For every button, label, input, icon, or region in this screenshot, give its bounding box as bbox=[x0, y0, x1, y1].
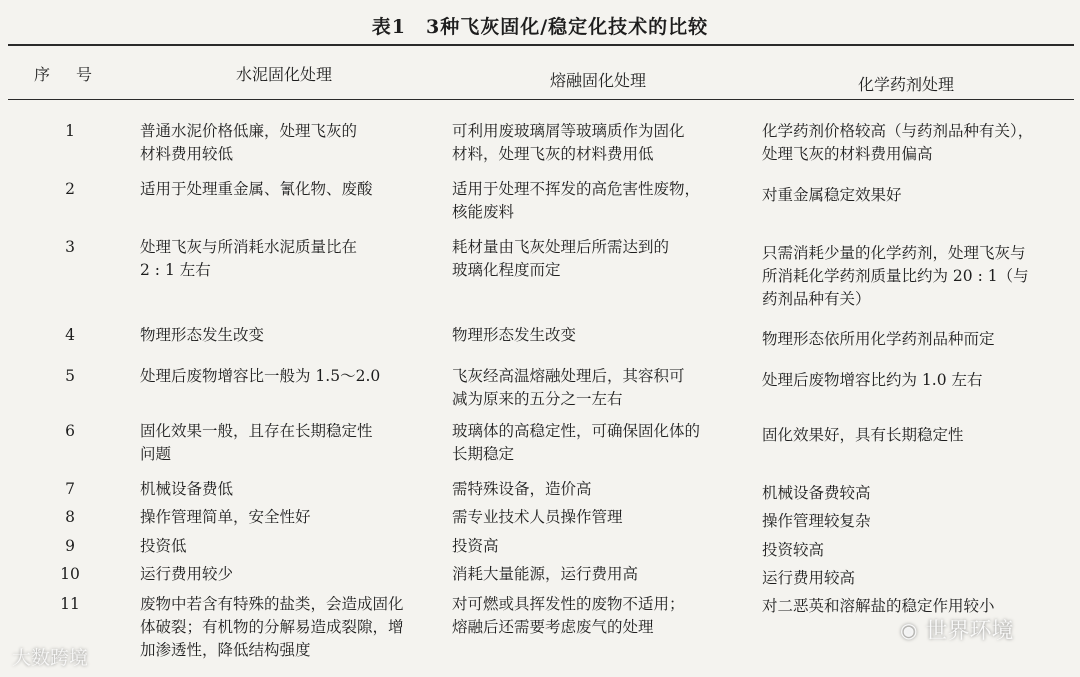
row-number: 7 bbox=[65, 480, 75, 498]
melting-cell: 投资高 bbox=[452, 537, 499, 555]
header-chemical: 化学药剂处理 bbox=[858, 75, 955, 94]
row-number: 10 bbox=[60, 565, 80, 583]
melting-cell: 需特殊设备，造价高 bbox=[452, 480, 592, 498]
chemical-cell: 固化效果好，具有长期稳定性 bbox=[762, 426, 964, 444]
wechat-icon: ◉ bbox=[900, 617, 918, 642]
melting-cell: 适用于处理不挥发的高危害性废物， 核能废料 bbox=[452, 180, 701, 221]
header-rule bbox=[8, 99, 1074, 100]
melting-cell: 耗材量由飞灰处理后所需达到的 玻璃化程度而定 bbox=[452, 238, 670, 279]
chemical-cell: 只需消耗少量的化学药剂，处理飞灰与 所消耗化学药剂质量比约为 20 : 1（与 药剂品种有关） bbox=[762, 244, 1029, 308]
chemical-cell: 运行费用较高 bbox=[762, 569, 856, 587]
melting-cell: 对可燃或具挥发性的废物不适用； 熔融后还需要考虑废气的处理 bbox=[452, 595, 685, 636]
row-number: 5 bbox=[65, 367, 75, 385]
cement-cell: 投资低 bbox=[140, 537, 187, 555]
cement-cell: 机械设备费低 bbox=[140, 480, 234, 498]
header-number: 序号 bbox=[34, 65, 119, 84]
row-number: 3 bbox=[65, 238, 75, 256]
row-number: 8 bbox=[65, 508, 75, 526]
chemical-cell: 化学药剂价格较高（与药剂品种有关）， 处理飞灰的材料费用偏高 bbox=[762, 122, 1034, 163]
cement-cell: 固化效果一般，且存在长期稳定性 问题 bbox=[140, 422, 373, 463]
cement-cell: 运行费用较少 bbox=[140, 565, 234, 583]
melting-cell: 玻璃体的高稳定性，可确保固化体的 长期稳定 bbox=[452, 422, 701, 463]
table-title: 表1 3种飞灰固化/稳定化技术的比较 bbox=[371, 16, 709, 38]
chemical-cell: 对重金属稳定效果好 bbox=[762, 186, 902, 204]
cement-cell: 适用于处理重金属、氰化物、废酸 bbox=[140, 180, 373, 198]
top-rule bbox=[8, 44, 1074, 46]
row-number: 11 bbox=[60, 595, 80, 613]
cement-cell: 操作管理简单，安全性好 bbox=[140, 508, 311, 526]
row-number: 1 bbox=[65, 122, 75, 140]
cement-cell: 普通水泥价格低廉，处理飞灰的 材料费用较低 bbox=[140, 122, 358, 163]
watermark-right-label: 世界环境 bbox=[925, 619, 1014, 644]
cement-cell: 废物中若含有特殊的盐类，会造成固化 体破裂；有机物的分解易造成裂隙，增 加渗透性，降低结构强度 bbox=[140, 595, 404, 659]
melting-cell: 飞灰经高温熔融处理后，其容积可 减为原来的五分之一左右 bbox=[452, 367, 685, 408]
chemical-cell: 处理后废物增容比约为 1.0 左右 bbox=[762, 371, 983, 389]
header-cement: 水泥固化处理 bbox=[236, 65, 333, 84]
row-number: 6 bbox=[65, 422, 75, 440]
watermark-left: 大数跨境 bbox=[12, 647, 89, 669]
melting-cell: 消耗大量能源，运行费用高 bbox=[452, 565, 639, 583]
row-number: 2 bbox=[65, 180, 75, 198]
watermark-right bbox=[900, 614, 1013, 645]
chemical-cell: 操作管理较复杂 bbox=[762, 512, 871, 530]
row-number: 4 bbox=[65, 326, 75, 344]
melting-cell: 需专业技术人员操作管理 bbox=[452, 508, 623, 526]
chemical-cell: 机械设备费较高 bbox=[762, 484, 871, 502]
cement-cell: 物理形态发生改变 bbox=[140, 326, 265, 344]
melting-cell: 物理形态发生改变 bbox=[452, 326, 577, 344]
row-number: 9 bbox=[65, 537, 75, 555]
cement-cell: 处理后废物增容比一般为 1.5～2.0 bbox=[140, 367, 381, 385]
chemical-cell: 对二恶英和溶解盐的稳定作用较小 bbox=[762, 597, 995, 615]
melting-cell: 可利用废玻璃屑等玻璃质作为固化 材料，处理飞灰的材料费用低 bbox=[452, 122, 685, 163]
chemical-cell: 投资较高 bbox=[762, 541, 825, 559]
header-melting: 熔融固化处理 bbox=[550, 71, 647, 90]
chemical-cell: 物理形态依所用化学药剂品种而定 bbox=[762, 330, 995, 348]
cement-cell: 处理飞灰与所消耗水泥质量比在 2 : 1 左右 bbox=[140, 238, 358, 279]
